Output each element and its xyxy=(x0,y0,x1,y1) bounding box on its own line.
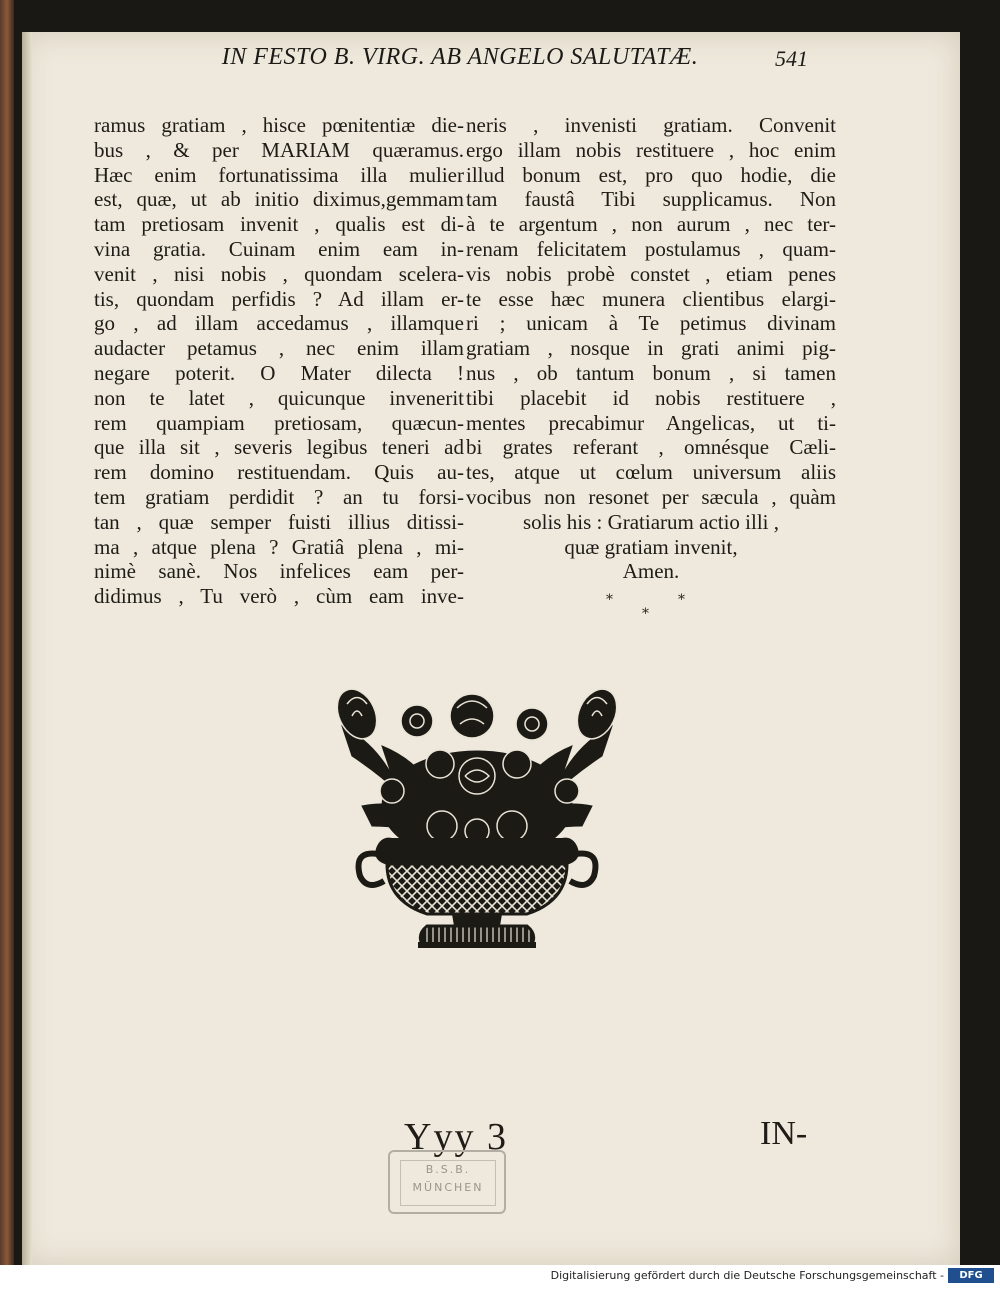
text-line: te esse hæc munera clientibus elargi- xyxy=(466,286,836,311)
library-stamp-text xyxy=(400,1160,496,1206)
flower-vase-woodcut xyxy=(322,686,632,956)
text-line: rem quampiam pretiosam, quæcun- xyxy=(94,410,464,435)
signature-mark: Yyy 3 xyxy=(404,1116,508,1158)
text-line: tem gratiam perdidit ? an tu forsi- xyxy=(94,484,464,509)
asterisk-mark: * xyxy=(606,592,613,608)
stamp-line: MÜNCHEN xyxy=(412,1181,484,1194)
text-line: vocibus non resonet per sæcula , quàm xyxy=(466,484,836,509)
running-title: IN FESTO B. VIRG. AB ANGELO SALUTATÆ. xyxy=(221,44,699,70)
text-line: que illa sit , severis legibus teneri ad xyxy=(94,435,464,460)
asterisk-mark: * xyxy=(642,606,649,622)
text-line: rem domino restituendam. Quis au- xyxy=(94,460,464,485)
text-line: go , ad illam accedamus , illamque xyxy=(94,311,464,336)
right-column xyxy=(466,113,836,584)
book-spine xyxy=(0,0,14,1265)
text-line: tis, quondam perfidis ? Ad illam er- xyxy=(94,286,464,311)
text-line: venit , nisi nobis , quondam scelera- xyxy=(94,261,464,286)
text-line: bus , & per MARIAM quæramus. xyxy=(94,137,464,162)
text-line: bi grates referant , omnésque Cæli- xyxy=(466,435,836,460)
text-line: neris , invenisti gratiam. Convenit xyxy=(466,113,836,137)
text-line: tam pretiosam invenit , qualis est di- xyxy=(94,212,464,237)
text-line: tan , quæ semper fuisti illius ditissi- xyxy=(94,509,464,534)
page-gutter xyxy=(22,32,32,1265)
text-line: Amen. xyxy=(622,559,680,584)
text-line: negare poterit. O Mater dilecta ! xyxy=(94,360,464,385)
text-line: illud bonum est, pro quo hodie, die xyxy=(466,162,836,187)
text-line: didimus , Tu verò , cùm eam inve- xyxy=(94,584,464,609)
text-line: renam felicitatem postulamus , quam- xyxy=(466,236,836,261)
text-line: tes, atque ut cœlum universum aliis xyxy=(466,460,836,485)
text-line: est, quæ, ut ab initio diximus,gemmam xyxy=(94,187,464,212)
text-line: non te latet , quicunque invenerit xyxy=(94,385,464,410)
asterisk-mark: * xyxy=(678,592,685,608)
text-line: gratiam , nosque in grati animi pig- xyxy=(466,336,836,361)
text-line: ri ; unicam à Te petimus divinam xyxy=(466,311,836,336)
dfg-logo: DFG xyxy=(948,1268,994,1283)
text-line: à te argentum , non aurum , nec ter- xyxy=(466,212,836,237)
text-line: ramus gratiam , hisce pœnitentiæ die- xyxy=(94,113,464,137)
text-line: Hæc enim fortunatissima illa mulier xyxy=(94,162,464,187)
text-line: ma , atque plena ? Gratiâ plena , mi- xyxy=(94,534,464,559)
text-line: vina gratia. Cuinam enim eam in- xyxy=(94,236,464,261)
page-number: 541 xyxy=(775,46,808,71)
stamp-line: B.S.B. xyxy=(425,1163,471,1176)
text-line: tam faustâ Tibi supplicamus. Non xyxy=(466,187,836,212)
text-line: quæ gratiam invenit, xyxy=(564,534,738,559)
left-column xyxy=(94,113,464,609)
text-line: solis his : Gratiarum actio illi , xyxy=(522,509,780,534)
asterism xyxy=(592,592,692,622)
text-line: ergo illam nobis restituere , hoc enim xyxy=(466,137,836,162)
text-line: tibi placebit id nobis restituere , xyxy=(466,385,836,410)
text-line: audacter petamus , nec enim illam xyxy=(94,336,464,361)
text-line: nimè sanè. Nos infelices eam per- xyxy=(94,559,464,584)
text-line: nus , ob tantum bonum , si tamen xyxy=(466,360,836,385)
text-line: vis nobis probè constet , etiam penes xyxy=(466,261,836,286)
library-stamp xyxy=(388,1150,506,1214)
digitization-credit: Digitalisierung gefördert durch die Deutsche Forschungsgemeinschaft - xyxy=(550,1269,944,1282)
text-line: mentes precabimur Angelicas, ut ti- xyxy=(466,410,836,435)
catchword: IN- xyxy=(760,1115,808,1152)
